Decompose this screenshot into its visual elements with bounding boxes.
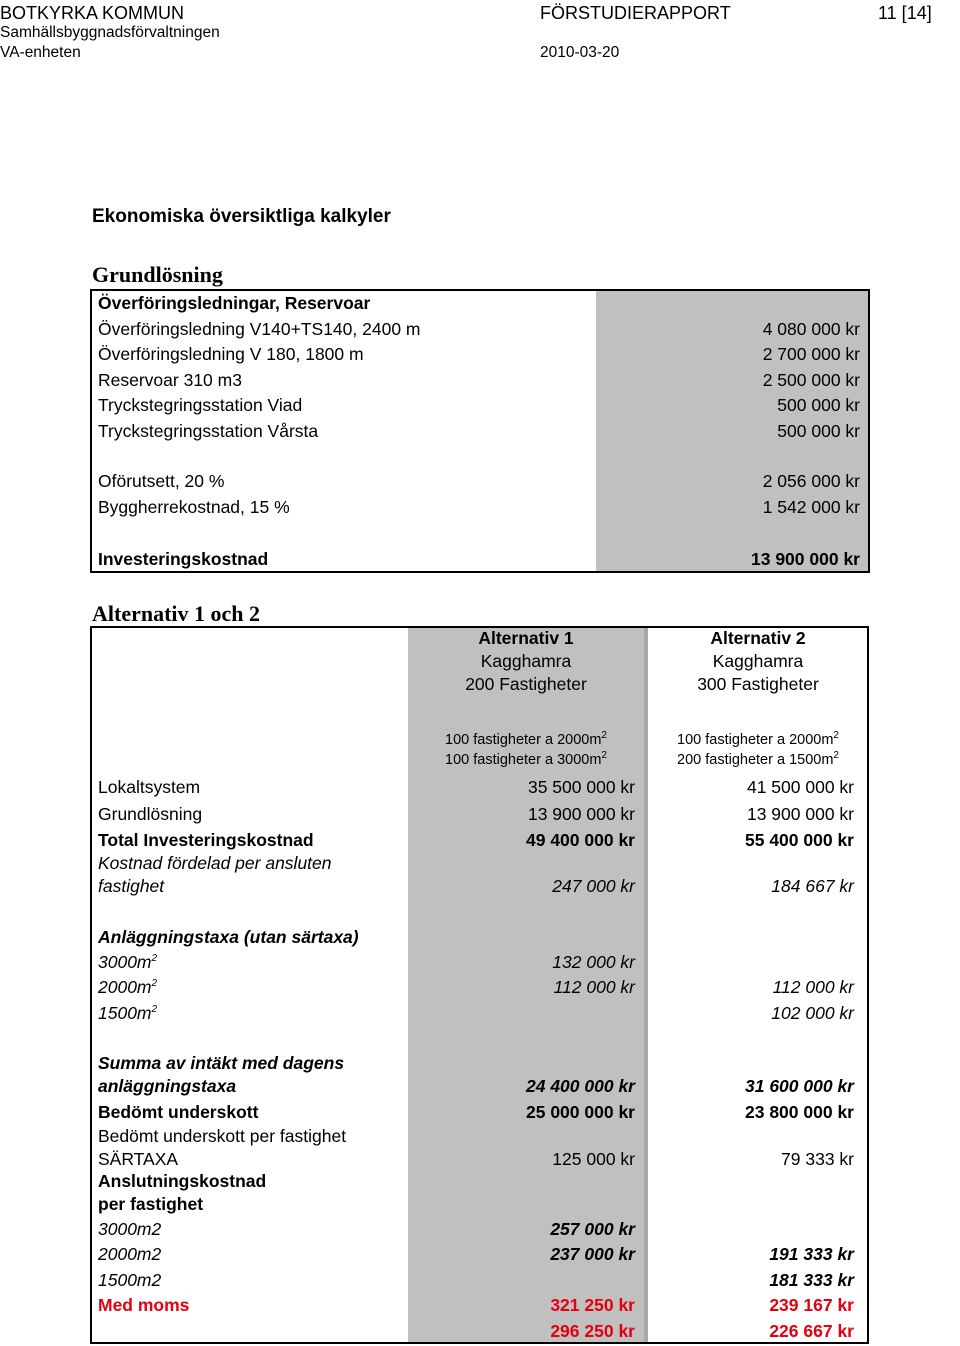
row-label: 3000m2 bbox=[98, 1219, 162, 1239]
alt2-desc: 100 fastigheter a $2000m^2$ bbox=[677, 730, 839, 748]
document-type: FÖRSTUDIERAPPORT bbox=[540, 3, 731, 23]
row-label: Med moms bbox=[98, 1295, 190, 1315]
grund-item-label: Överföringsledning V 180, 1800 m bbox=[98, 344, 364, 364]
alt2-name: Alternativ 2 bbox=[710, 628, 806, 648]
alt2-value: 31 600 000 kr bbox=[745, 1076, 854, 1096]
grund-item-label: Tryckstegringsstation Vårsta bbox=[98, 421, 319, 441]
row-label: Kostnad fördelad per ansluten bbox=[98, 853, 332, 873]
grund-heading: Grundlösning bbox=[92, 262, 223, 287]
alt-heading: Alternativ 1 och 2 bbox=[92, 601, 261, 626]
alt1-value: 237 000 kr bbox=[550, 1244, 635, 1264]
alt2-value: 239 167 kr bbox=[769, 1295, 854, 1315]
alt2-value: 23 800 000 kr bbox=[745, 1102, 854, 1122]
alt2-value: 184 667 kr bbox=[771, 876, 854, 896]
row-label: Anslutningskostnad bbox=[98, 1171, 267, 1191]
alt1-value: 24 400 000 kr bbox=[526, 1076, 635, 1096]
row-label: 2000m2 bbox=[98, 1244, 162, 1264]
alt1-value: 125 000 kr bbox=[552, 1149, 635, 1169]
alt2-value: 181 333 kr bbox=[769, 1270, 854, 1290]
alt2-value: 41 500 000 kr bbox=[746, 777, 854, 797]
grund-item-label: Byggherrekostnad, 15 % bbox=[98, 497, 290, 517]
row-label: 1500m2 bbox=[98, 1270, 162, 1290]
grund-item-value: 4 080 000 kr bbox=[762, 319, 860, 339]
grund-item-value: 2 700 000 kr bbox=[762, 344, 860, 364]
alt1-name: Alternativ 1 bbox=[478, 628, 574, 648]
row-label: Total Investeringskostnad bbox=[98, 830, 314, 850]
grund-item-label: Oförutsett, 20 % bbox=[98, 471, 225, 491]
unit: VA-enheten bbox=[0, 44, 81, 61]
alt1-desc: 100 fastigheter a $2000m^2$ bbox=[445, 730, 607, 748]
alt1-value: 35 500 000 kr bbox=[527, 777, 635, 797]
row-label: Summa av intäkt med dagens bbox=[98, 1053, 345, 1073]
alt1-value: 257 000 kr bbox=[550, 1219, 635, 1239]
grund-item-value: 500 000 kr bbox=[777, 395, 860, 415]
alt1-value: 321 250 kr bbox=[550, 1295, 635, 1315]
row-label: anläggningstaxa bbox=[98, 1076, 237, 1096]
grund-item-label: Överföringsledning V140+TS140, 2400 m bbox=[98, 319, 421, 339]
page-number: 11 [14] bbox=[878, 3, 932, 23]
alt2-value: 55 400 000 kr bbox=[745, 830, 854, 850]
alt2-place: Kagghamra bbox=[712, 651, 804, 671]
alt1-count: 200 Fastigheter bbox=[465, 674, 587, 694]
grund-total-value: 13 900 000 kr bbox=[751, 549, 860, 569]
grund-item-value: 2 056 000 kr bbox=[762, 471, 860, 491]
alt2-count: 300 Fastigheter bbox=[697, 674, 819, 694]
department: Samhällsbyggnadsförvaltningen bbox=[0, 24, 220, 41]
row-label: SÄRTAXA bbox=[98, 1149, 179, 1169]
row-label: $2000m^2$ bbox=[98, 977, 158, 997]
row-label: $1500m^2$ bbox=[98, 1003, 158, 1023]
alt1-value: 112 000 kr bbox=[553, 977, 635, 997]
alt2-value: 13 900 000 kr bbox=[746, 804, 854, 824]
page-title: Ekonomiska översiktliga kalkyler bbox=[92, 206, 391, 227]
row-label: Bedömt underskott bbox=[98, 1102, 259, 1122]
row-label: Anläggningstaxa (utan särtaxa) bbox=[98, 927, 359, 947]
alt2-value: 112 000 kr bbox=[772, 977, 854, 997]
grund-total-label: Investeringskostnad bbox=[98, 549, 269, 569]
alt1-value: 132 000 kr bbox=[552, 952, 635, 972]
grund-item-label: Tryckstegringsstation Viad bbox=[98, 395, 303, 415]
grund-item-label: Reservoar 310 m3 bbox=[98, 370, 242, 390]
alt1-value: 13 900 000 kr bbox=[527, 804, 635, 824]
row-label: per fastighet bbox=[98, 1194, 204, 1214]
row-label: Bedömt underskott per fastighet bbox=[98, 1126, 347, 1146]
row-label: $3000m^2$ bbox=[98, 952, 158, 972]
grund-item-value: 2 500 000 kr bbox=[762, 370, 860, 390]
alt1-place: Kagghamra bbox=[480, 651, 572, 671]
alt2-value: 226 667 kr bbox=[769, 1321, 854, 1341]
row-label: Grundlösning bbox=[98, 804, 203, 824]
grund-section-label: Överföringsledningar, Reservoar bbox=[98, 293, 371, 313]
alt2-value: 191 333 kr bbox=[769, 1244, 854, 1264]
alt1-value: 296 250 kr bbox=[550, 1321, 635, 1341]
alt1-desc: 100 fastigheter a $3000m^2$ bbox=[445, 750, 607, 768]
grund-item-value: 500 000 kr bbox=[777, 421, 860, 441]
alt1-value: 247 000 kr bbox=[552, 876, 635, 896]
alt2-value: 102 000 kr bbox=[771, 1003, 854, 1023]
alt1-value: 49 400 000 kr bbox=[526, 830, 635, 850]
alt2-desc: 200 fastigheter a $1500m^2$ bbox=[677, 750, 839, 768]
org-name: BOTKYRKA KOMMUN bbox=[0, 3, 185, 23]
grund-item-value: 1 542 000 kr bbox=[762, 497, 860, 517]
alt1-value: 25 000 000 kr bbox=[526, 1102, 635, 1122]
document-date: 2010-03-20 bbox=[540, 44, 620, 61]
alt2-value: 79 333 kr bbox=[781, 1149, 854, 1169]
row-label: Lokaltsystem bbox=[98, 777, 201, 797]
row-label: fastighet bbox=[98, 876, 165, 896]
